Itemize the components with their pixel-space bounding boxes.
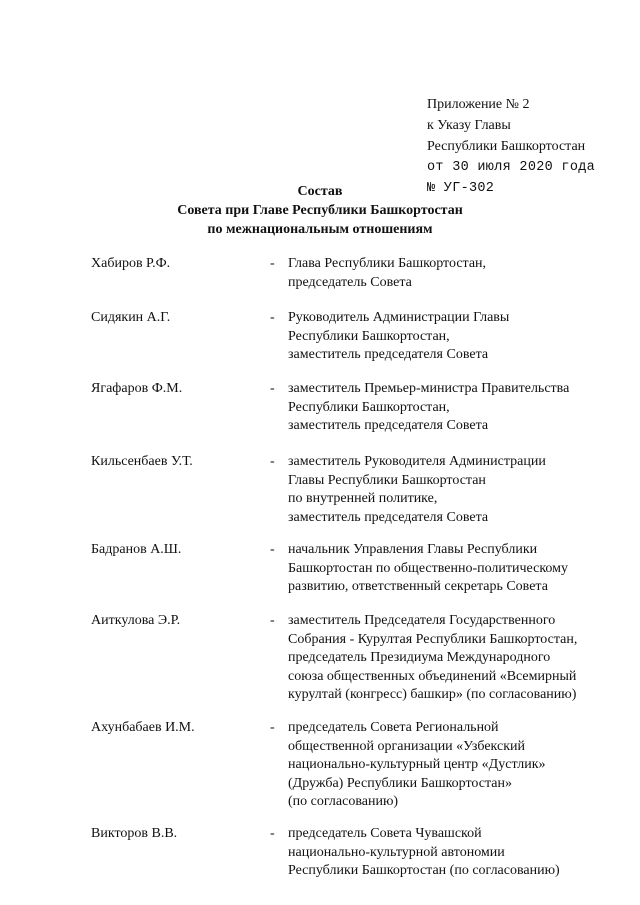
role-line: Республики Башкортостан,	[288, 328, 450, 344]
member-dash: -	[270, 310, 275, 325]
member-name: Ягафаров Ф.М.	[91, 381, 183, 396]
role-line: заместитель председателя Совета	[288, 418, 489, 433]
role-line: Республики Башкортостан (по согласованию)	[288, 863, 560, 878]
member-name: Ахунбабаев И.М.	[91, 720, 195, 735]
role-line: Руководитель Администрации Главы	[288, 310, 510, 325]
role-line: заместитель председателя Совета	[288, 509, 489, 525]
member-name: Бадранов А.Ш.	[91, 542, 182, 557]
title-line-1: Состав	[297, 184, 343, 199]
role-line: председатель Совета	[288, 274, 412, 290]
role-line: заместитель Руководителя Администрации	[288, 454, 546, 469]
role-line: заместитель председателя Совета	[288, 347, 489, 362]
title-line-2: Совета при Главе Республики Башкортостан	[177, 203, 463, 218]
role-line: Глава Республики Башкортостан,	[288, 256, 487, 271]
annex-number: № УГ-302	[427, 181, 495, 196]
role-line: курултай (конгресс) башкир» (по согласованию)	[288, 687, 577, 702]
member-dash: -	[270, 720, 275, 735]
member-name: Хабиров Р.Ф.	[91, 256, 171, 271]
member-role	[288, 719, 628, 812]
role-line: Башкортостан по общественно-политическому	[288, 560, 569, 576]
member-role	[288, 541, 628, 597]
member-role	[288, 309, 628, 365]
role-line: председатель Совета Чувашской	[288, 826, 482, 841]
member-name: Аиткулова Э.Р.	[91, 613, 181, 628]
role-line: начальник Управления Главы Республики	[288, 542, 538, 557]
member-name: Сидякин А.Г.	[91, 310, 171, 325]
member-dash: -	[270, 613, 275, 628]
role-line: Республики Башкортостан,	[288, 399, 450, 415]
role-line: председатель Президиума Международного	[288, 650, 551, 665]
role-line: (Дружба) Республики Башкортостан»	[288, 775, 512, 791]
member-dash: -	[270, 256, 275, 271]
role-line: по внутренней политике,	[288, 491, 438, 506]
member-dash: -	[270, 826, 275, 841]
member-dash: -	[270, 454, 275, 469]
role-line: Собрания - Курултая Республики Башкортостан,	[288, 631, 578, 647]
member-role	[288, 255, 628, 292]
member-dash: -	[270, 381, 275, 396]
role-line: председатель Совета Региональной	[288, 720, 499, 735]
annex-decree-ref: к Указу Главы	[427, 118, 511, 133]
role-line: развитию, ответственный секретарь Совета	[288, 579, 548, 594]
role-line: общественной организации «Узбекский	[288, 738, 525, 754]
role-line: Главы Республики Башкортостан	[288, 472, 486, 488]
role-line: (по согласованию)	[288, 794, 399, 809]
annex-title: Приложение № 2	[427, 97, 530, 112]
role-line: национально-культурной автономии	[288, 844, 505, 860]
member-dash: -	[270, 542, 275, 557]
member-role	[288, 380, 628, 436]
member-role	[288, 453, 628, 527]
role-line: заместитель Председателя Государственного	[288, 613, 556, 628]
role-line: заместитель Премьер-министра Правительства	[288, 381, 570, 396]
member-role	[288, 825, 628, 881]
role-line: союза общественных объединений «Всемирный	[288, 668, 577, 684]
annex-date: от 30 июля 2020 года	[427, 160, 596, 175]
member-role	[288, 612, 628, 705]
title-line-3: по межнациональным отношениям	[207, 222, 433, 237]
member-name: Кильсенбаев У.Т.	[91, 454, 193, 469]
document-title	[0, 182, 640, 239]
member-name: Викторов В.В.	[91, 826, 178, 841]
role-line: национально-культурный центр «Дустлик»	[288, 757, 546, 772]
annex-republic: Республики Башкортостан	[427, 139, 586, 154]
